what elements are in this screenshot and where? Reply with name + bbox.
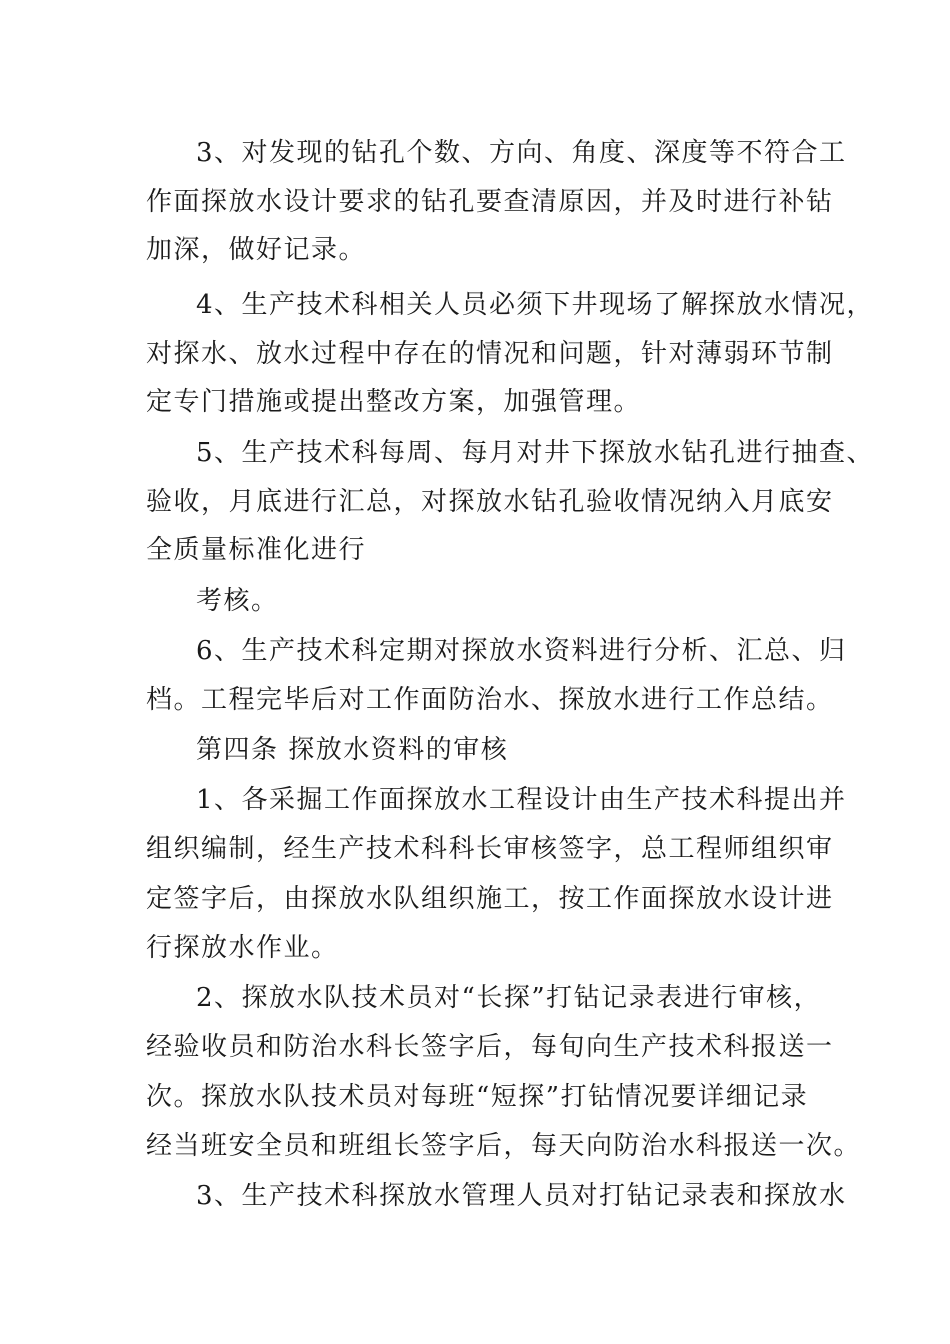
paragraph-5-line-4: 考核。 bbox=[196, 586, 279, 616]
paragraph-1-line-1: 1、各采掘工作面探放水工程设计由生产技术科提出并 bbox=[196, 785, 847, 815]
paragraph-3-line-1: 3、对发现的钻孔个数、方向、角度、深度等不符合工 bbox=[196, 138, 847, 168]
paragraph-2-line-2: 经验收员和防治水科长签字后，每旬向生产技术科报送一 bbox=[146, 1032, 834, 1062]
paragraph-6-line-1: 6、生产技术科定期对探放水资料进行分析、汇总、归 bbox=[196, 636, 847, 666]
paragraph-2-line-4: 经当班安全员和班组长签字后，每天向防治水科报送一次。 bbox=[146, 1131, 862, 1161]
paragraph-4-line-3: 定专门措施或提出整改方案，加强管理。 bbox=[146, 387, 642, 417]
paragraph-2-line-3: 次。探放水队技术员对每班“短探”打钻情况要详细记录 bbox=[146, 1082, 809, 1112]
paragraph-5-line-1: 5、生产技术科每周、每月对井下探放水钻孔进行抽查、 bbox=[196, 438, 875, 468]
paragraph-6-line-2: 档。工程完毕后对工作面防治水、探放水进行工作总结。 bbox=[146, 685, 834, 715]
paragraph-1-line-3: 定签字后，由探放水队组织施工，按工作面探放水设计进 bbox=[146, 884, 834, 914]
paragraph-4-line-1: 4、生产技术科相关人员必须下井现场了解探放水情况， bbox=[196, 290, 875, 320]
paragraph-5-line-3: 全质量标准化进行 bbox=[146, 535, 367, 565]
paragraph-2-line-1: 2、探放水队技术员对“长探”打钻记录表进行审核， bbox=[196, 983, 822, 1013]
paragraph-3b-line-1: 3、生产技术科探放水管理人员对打钻记录表和探放水 bbox=[196, 1181, 847, 1211]
paragraph-5-line-2: 验收，月底进行汇总，对探放水钻孔验收情况纳入月底安 bbox=[146, 487, 834, 517]
paragraph-4-line-2: 对探水、放水过程中存在的情况和问题，针对薄弱环节制 bbox=[146, 339, 834, 369]
paragraph-1-line-2: 组织编制，经生产技术科科长审核签字，总工程师组织审 bbox=[146, 834, 834, 864]
section-heading: 第四条 探放水资料的审核 bbox=[196, 735, 509, 765]
paragraph-3-line-2: 作面探放水设计要求的钻孔要查清原因，并及时进行补钻 bbox=[146, 187, 834, 217]
paragraph-3-line-3: 加深，做好记录。 bbox=[146, 235, 367, 265]
paragraph-1-line-4: 行探放水作业。 bbox=[146, 933, 339, 963]
